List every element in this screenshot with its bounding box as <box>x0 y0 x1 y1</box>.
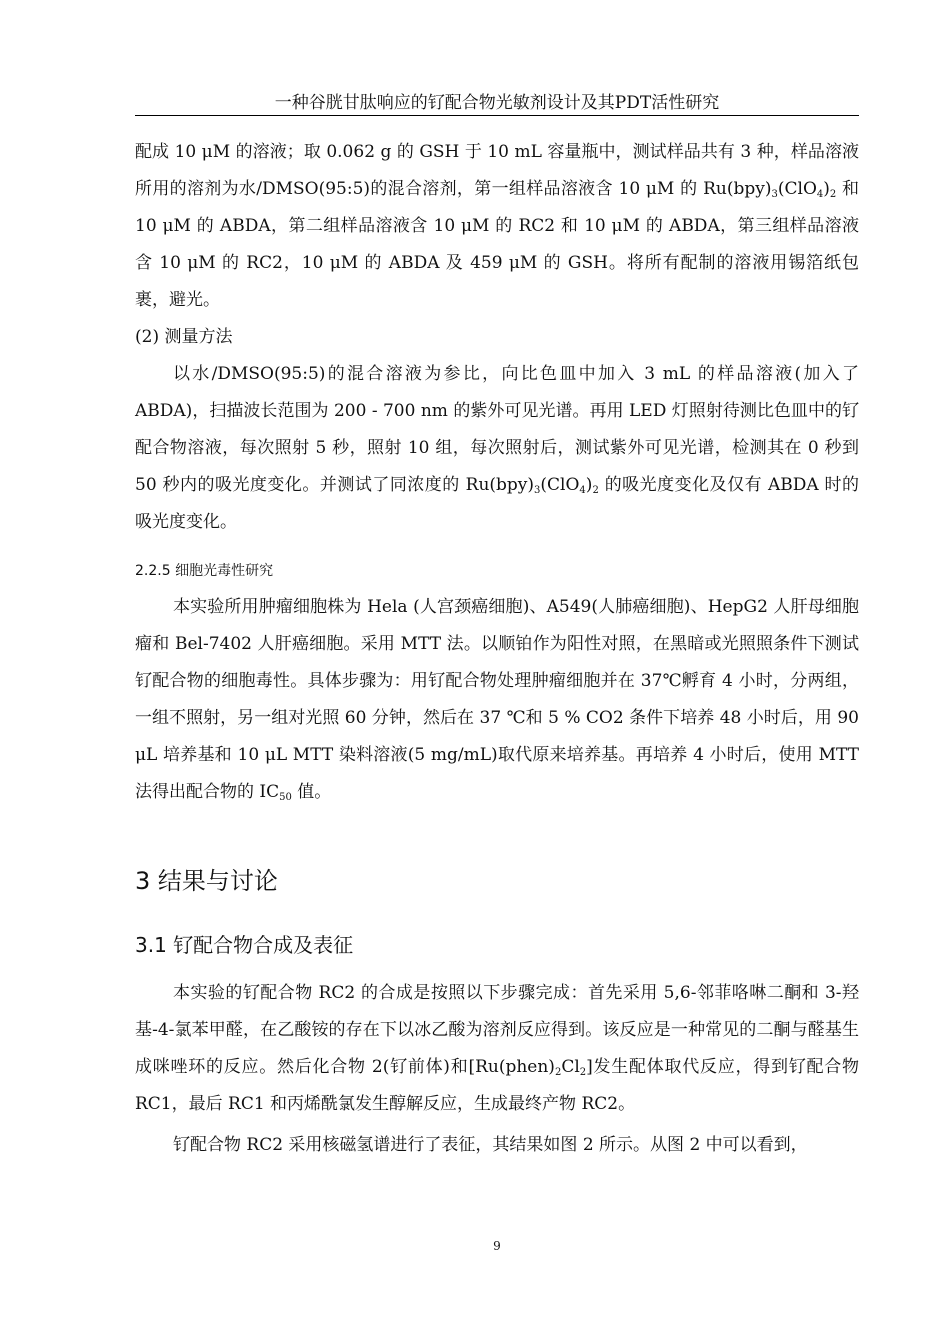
section-heading-3-1: 3.1 钌配合物合成及表征 <box>135 933 354 957</box>
page-number: 9 <box>493 1239 501 1253</box>
section-heading-3: 3 结果与讨论 <box>135 867 278 895</box>
paragraph-nmr-characterization: 钌配合物 RC2 采用核磁氢谱进行了表征，其结果如图 2 所示。从图 2 中可以看到， <box>173 1135 808 1155</box>
paragraph-measurement-method: 以水/DMSO(95:5)的混合溶液为参比，向比色皿中加入 3 mL 的样品溶液(加入了 ABDA)，扫描波长范围为 200 - 700 nm 的紫外可见光谱。再用 LED 灯照射待测比色皿中的钌配合物溶液，每次照射 5 秒，照射 10 组，每次照射后，测试紫外可见光谱，检测其在 0 秒到 50 秒内的吸光度变化。并测试了同浓度的 $Ru(bpy)_3(ClO_4)_2$ 的吸光度变化及仅有 ABDA 时的吸光度变化。 <box>135 364 859 532</box>
paragraph-synthesis: 本实验的钌配合物 RC2 的合成是按照以下步骤完成：首先采用 5,6-邻菲咯啉二酮和 3-羟基-4-氯苯甲醛，在乙酸铵的存在下以冰乙酸为溶剂反应得到。该反应是一种常见的二酮与醛基生成咪唑环的反应。然后化合物 2(钌前体)和$[Ru(phen)_2Cl_2]$发生配体取代反应，得到钌配合物 RC1，最后 RC1 和丙烯酰氯发生醇解反应，生成最终产物 RC2。 <box>135 983 859 1114</box>
paragraph-cell-phototoxicity: 本实验所用肿瘤细胞株为 Hela (人宫颈癌细胞)、A549(人肺癌细胞)、HepG2 人肝母细胞瘤和 Bel-7402 人肝癌细胞。采用 MTT 法。以顺铂作为阳性对照，在黑暗或光照照条件下测试钌配合物的细胞毒性。具体步骤为：用钌配合物处理肿瘤细胞并在 37℃孵育 4 小时，分两组，一组不照射，另一组对光照 60 分钟，然后在 37 ℃和 5 % CO2 条件下培养 48 小时后，用 90 μL 培养基和 10 μL MTT 染料溶液(5 mg/mL)取代原来培养基。再培养 4 小时后，使用 MTT 法得出配合物的 $IC_{50}$ 值。 <box>135 597 859 803</box>
header-divider <box>135 115 859 116</box>
page-body <box>135 134 859 1164</box>
running-header-title: 一种谷胱甘肽响应的钌配合物光敏剂设计及其PDT活性研究 <box>274 93 720 113</box>
paragraph-sample-preparation: 配成 10 μM 的溶液；取 0.062 g 的 GSH 于 10 mL 容量瓶中，测试样品共有 3 种，样品溶液所用的溶剂为水/DMSO(95:5)的混合溶剂，第一组样品溶液含 10 μM 的 $Ru(bpy)_3(ClO_4)_2$ 和 10 μM 的 ABDA，第二组样品溶液含 10 μM 的 RC2 和 10 μM 的 ABDA，第三组样品溶液含 10 μM 的 RC2，10 μM 的 ABDA 及 459 μM 的 GSH。将所有配制的溶液用锡箔纸包裹，避光。 <box>135 142 860 310</box>
section-heading-2-2-5: 2.2.5 细胞光毒性研究 <box>135 563 274 579</box>
method-heading: (2) 测量方法 <box>135 327 233 347</box>
